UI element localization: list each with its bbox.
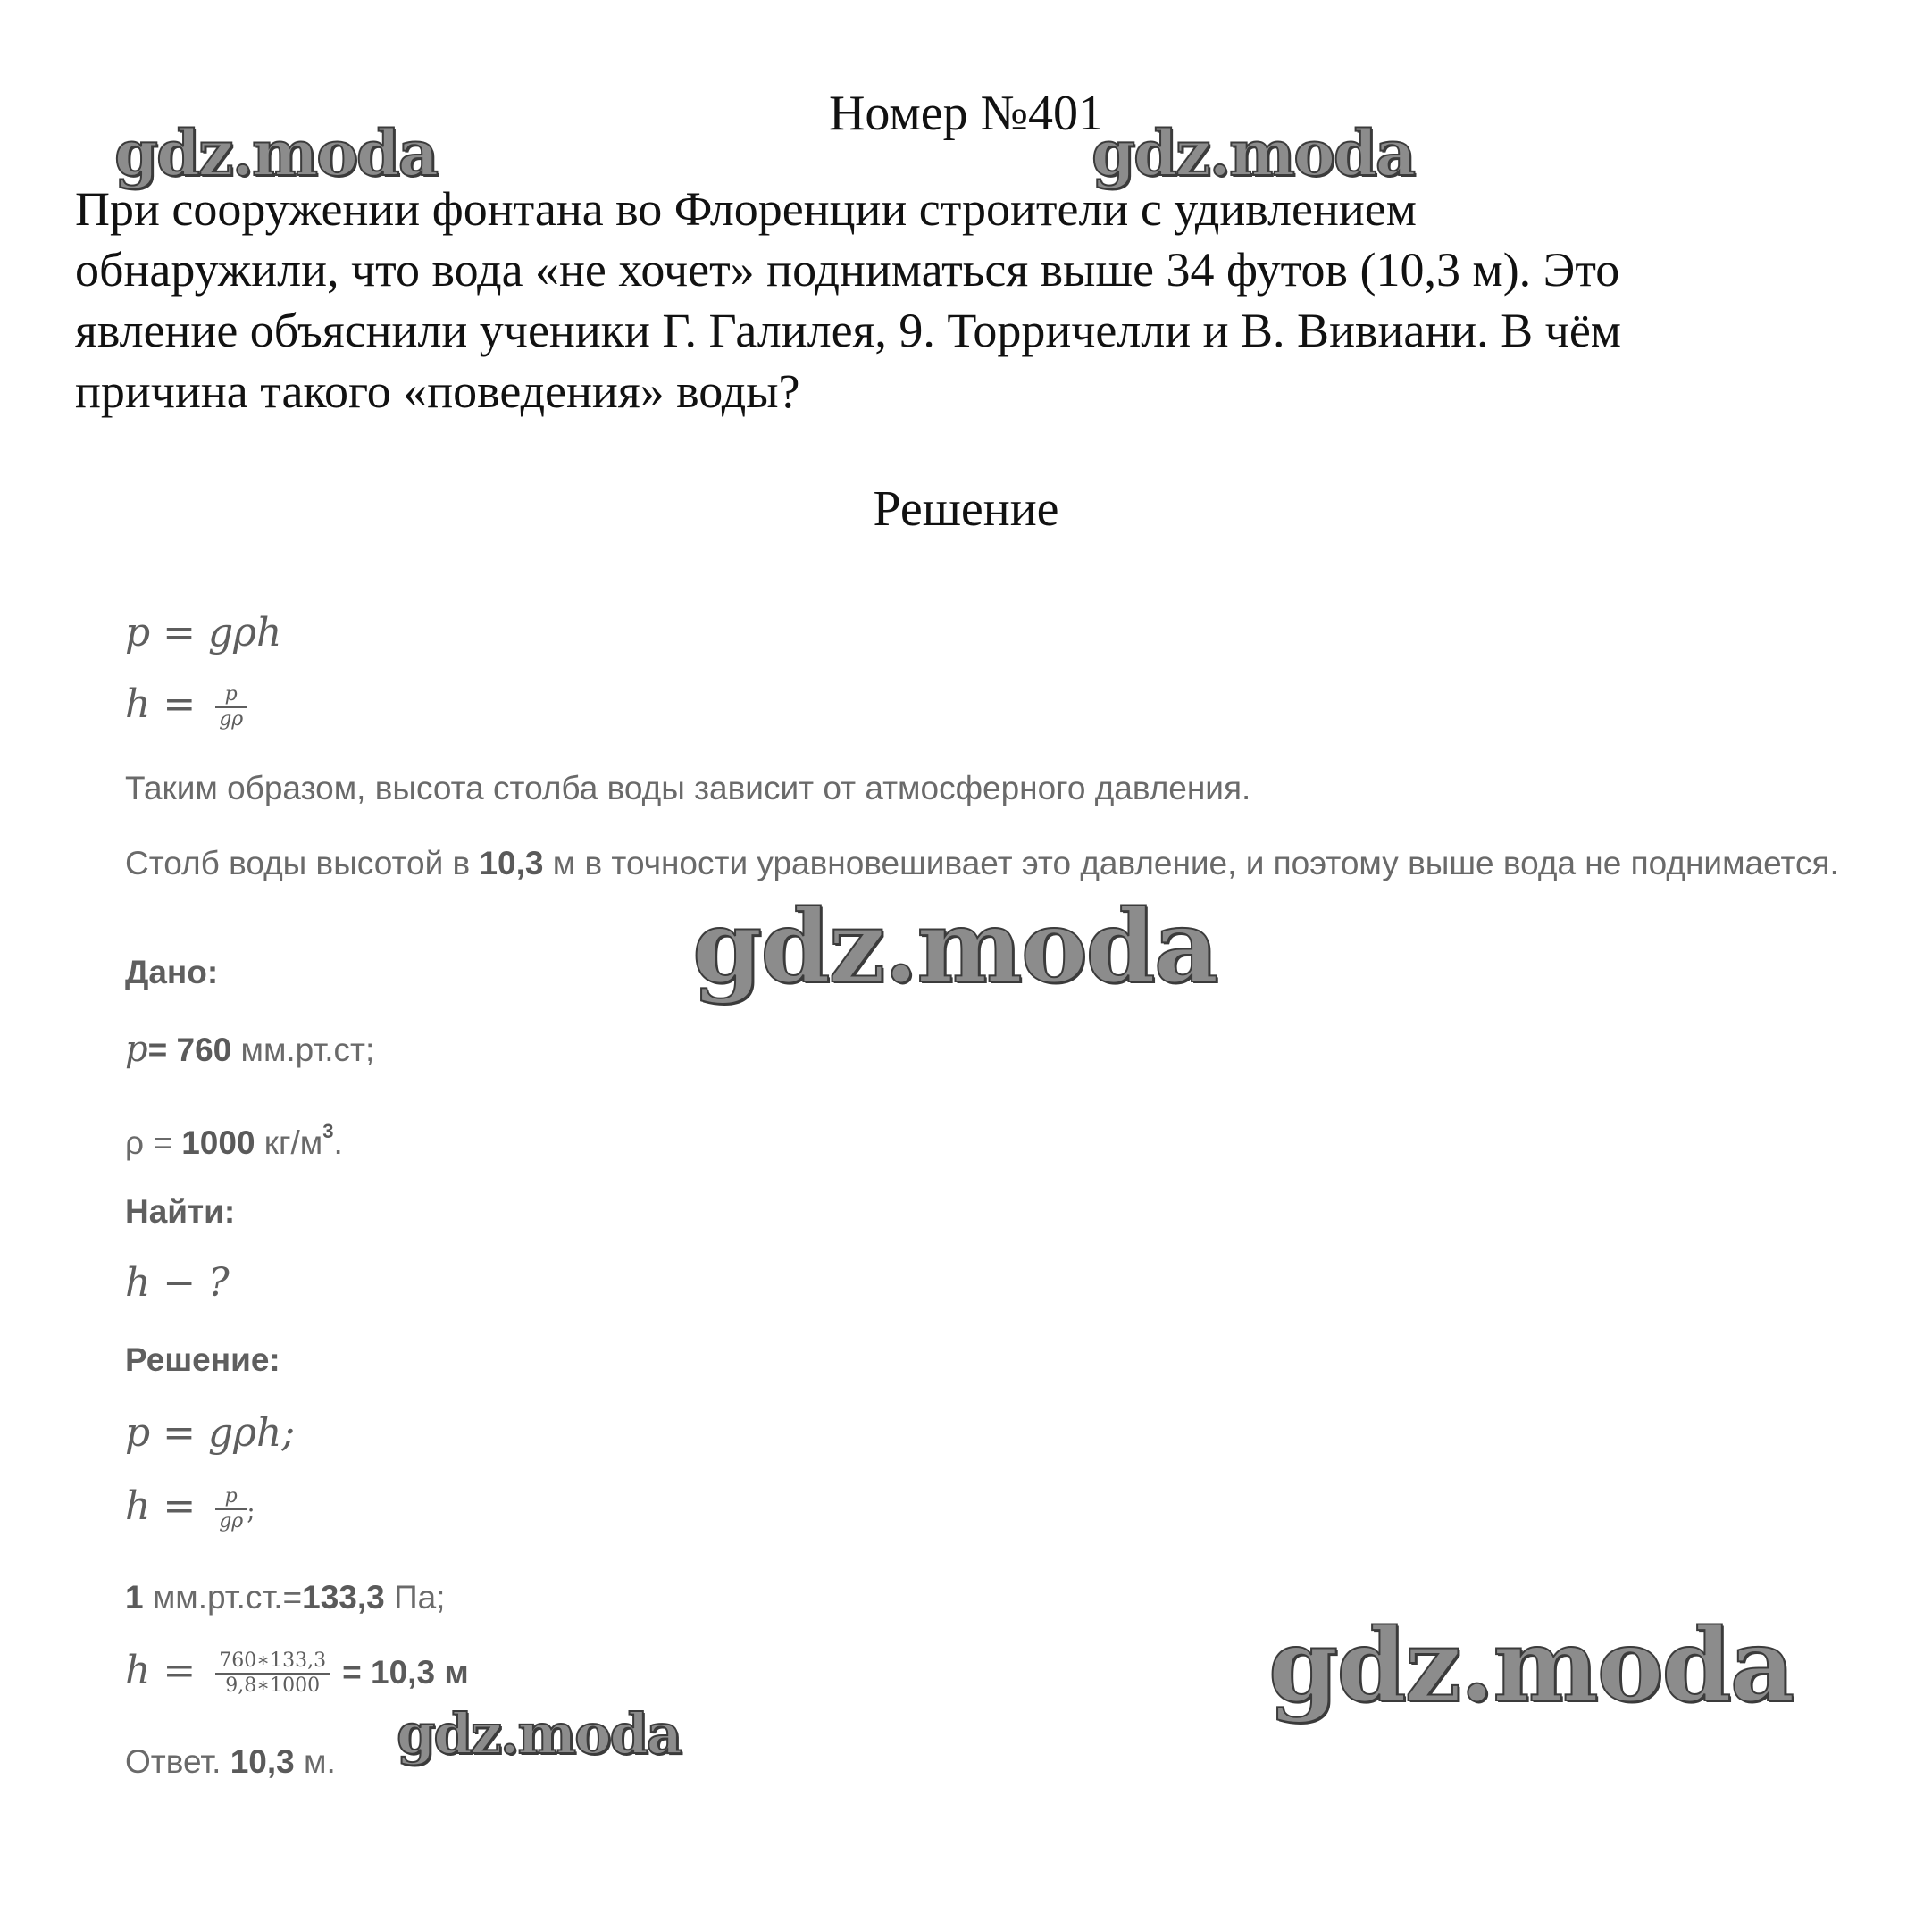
problem-line: причина такого «поведения» воды? bbox=[75, 364, 800, 418]
fraction bbox=[215, 1485, 247, 1533]
watermark: gdz.moda bbox=[397, 1701, 681, 1766]
answer-unit: м. bbox=[294, 1743, 336, 1780]
explanation-value: 10,3 bbox=[479, 845, 544, 881]
explanation-text: м в точности уравновешивает это давление, и поэтому выше вода не поднимается. bbox=[543, 845, 1839, 881]
punctuation: . bbox=[333, 1124, 343, 1161]
conversion-unit: Па; bbox=[384, 1579, 446, 1616]
conversion-value: 133,3 bbox=[302, 1579, 385, 1616]
find-value: h − ? bbox=[125, 1260, 230, 1306]
fraction bbox=[215, 1650, 330, 1698]
given-unit: кг/м bbox=[255, 1124, 323, 1161]
find-heading: Найти: bbox=[125, 1193, 236, 1230]
formula-lhs: h = bbox=[125, 1483, 197, 1529]
solution-step: p = gρh; bbox=[125, 1410, 296, 1456]
answer-line bbox=[125, 1741, 336, 1783]
calculation-line bbox=[125, 1647, 469, 1698]
fraction-numerator: p bbox=[215, 1485, 247, 1510]
given-variable: p bbox=[125, 1029, 148, 1070]
given-density bbox=[125, 1111, 343, 1164]
formula-pressure: p = gρh bbox=[125, 610, 282, 656]
problem-line: явление объяснили ученики Г. Галилея, 9. Торричелли и В. Вивиани. В чём bbox=[75, 304, 1621, 357]
fraction-numerator: 760∗133,3 bbox=[215, 1650, 330, 1675]
fraction bbox=[215, 683, 247, 731]
given-variable: ρ = bbox=[125, 1124, 182, 1161]
watermark: gdz.moda bbox=[1268, 1608, 1794, 1725]
fraction-numerator: p bbox=[215, 683, 247, 708]
calculation-result: = 10,3 м bbox=[342, 1654, 469, 1691]
watermark: gdz.moda bbox=[1091, 116, 1415, 190]
problem-line: При сооружении фонтана во Флоренции строители с удивлением bbox=[75, 182, 1417, 236]
fraction-denominator: gρ bbox=[219, 1509, 244, 1533]
given-value: = 760 bbox=[147, 1031, 232, 1068]
explanation-text: Столб воды высотой в bbox=[125, 845, 480, 881]
formula-lhs: h = bbox=[125, 681, 197, 727]
solution-heading: Решение: bbox=[125, 1341, 280, 1378]
answer-value: 10,3 bbox=[230, 1743, 295, 1780]
watermark: gdz.moda bbox=[692, 889, 1217, 1006]
explanation-line bbox=[125, 843, 1839, 884]
formula-height bbox=[125, 681, 247, 731]
solution-title: Решение bbox=[873, 481, 1059, 537]
conversion-line bbox=[125, 1577, 445, 1618]
fraction-denominator: 9,8∗1000 bbox=[225, 1674, 321, 1697]
page-title: Номер №401 bbox=[828, 86, 1104, 141]
given-pressure bbox=[125, 1029, 374, 1071]
answer-label: Ответ. bbox=[125, 1743, 230, 1780]
conversion-value: 1 bbox=[125, 1579, 144, 1616]
punctuation: ; bbox=[247, 1496, 255, 1525]
conversion-text: мм.рт.ст.= bbox=[143, 1579, 303, 1616]
fraction-denominator: gρ bbox=[219, 707, 244, 731]
unit-exponent: 3 bbox=[322, 1120, 334, 1142]
given-heading: Дано: bbox=[125, 954, 219, 990]
problem-text bbox=[75, 179, 1861, 422]
problem-line: обнаружили, что вода «не хочет» подниматься выше 34 футов (10,3 м). Это bbox=[75, 243, 1620, 297]
given-unit: мм.рт.ст; bbox=[231, 1031, 375, 1068]
formula-lhs: h = bbox=[125, 1648, 197, 1693]
watermark: gdz.moda bbox=[114, 116, 438, 190]
explanation-line: Таким образом, высота столба воды зависит от атмосферного давления. bbox=[125, 770, 1251, 806]
solution-step bbox=[125, 1483, 255, 1535]
given-value: 1000 bbox=[181, 1124, 255, 1161]
